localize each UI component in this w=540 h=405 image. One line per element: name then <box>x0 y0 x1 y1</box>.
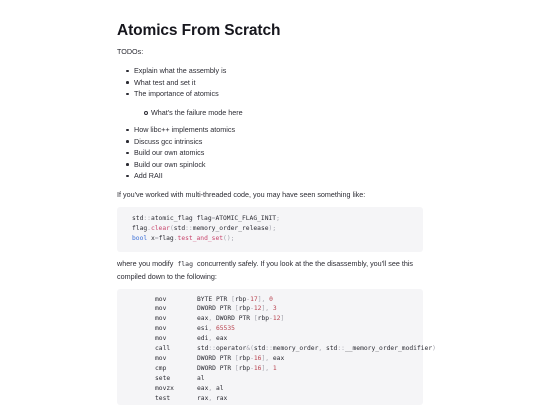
list-item: Build our own spinlock <box>117 159 235 171</box>
assembly-operands: eax, al <box>197 384 224 392</box>
code-line-2: flag.clear(std::memory_order_release); <box>132 225 277 232</box>
assembly-opcode: movzx <box>155 384 174 392</box>
assembly-opcode: mov <box>155 295 167 303</box>
list-item: The importance of atomics <box>117 88 226 100</box>
list-item: What's the failure mode here <box>134 107 243 119</box>
assembly-operands: std::operator&(std::memory_order, std::__memory_order_modifier) <box>197 345 436 352</box>
assembly-operands: BYTE PTR [rbp-17], 0 <box>197 295 273 303</box>
code-line-3: bool x=flag.test_and_set(); <box>132 235 235 242</box>
disassembly-paragraph <box>117 257 413 271</box>
intro-paragraph: If you've worked with multi-threaded code, you may have seen something like: <box>117 190 366 199</box>
assembly-opcode: cmp <box>155 364 167 372</box>
paragraph-text: where you modify <box>117 259 176 268</box>
assembly-operands: edi, eax <box>197 335 228 343</box>
list-item: How libc++ implements atomics <box>117 124 235 136</box>
inline-code-flag: flag <box>177 260 193 268</box>
todos-label: TODOs: <box>117 47 144 56</box>
assembly-opcode: test <box>155 394 171 402</box>
assembly-opcode: mov <box>155 305 167 313</box>
page-title: Atomics From Scratch <box>117 22 281 39</box>
assembly-opcode: mov <box>155 325 167 333</box>
disassembly-paragraph-line-2: compiled down to the following: <box>117 272 217 281</box>
assembly-opcode: mov <box>155 354 167 362</box>
assembly-operands: rax, rax <box>197 394 228 402</box>
assembly-opcode: mov <box>155 315 167 323</box>
assembly-operands: DWORD PTR [rbp-12], 3 <box>197 305 277 313</box>
assembly-operands: DWORD PTR [rbp-16], 1 <box>197 364 277 372</box>
nested-todo-list <box>134 107 243 119</box>
assembly-operands: DWORD PTR [rbp-16], eax <box>197 354 285 362</box>
paragraph-text: concurrently safely. If you look at the the disassembly, you'll see this <box>194 259 414 268</box>
list-item: Add RAII <box>117 170 235 182</box>
code-line-1: std::atomic_flag flag=ATOMIC_FLAG_INIT; <box>132 215 280 222</box>
assembly-operands: esi, 65535 <box>197 325 235 333</box>
assembly-operands: eax, DWORD PTR [rbp-12] <box>197 315 285 323</box>
list-item: Explain what the assembly is <box>117 65 226 77</box>
list-item: What test and set it <box>117 77 226 89</box>
assembly-opcode: call <box>155 345 171 352</box>
assembly-opcode: sete <box>155 374 171 382</box>
assembly-operands: al <box>197 374 205 382</box>
list-item: Discuss gcc intrinsics <box>117 136 235 148</box>
assembly-opcode: mov <box>155 335 167 343</box>
code-block-atomic-flag <box>117 207 423 252</box>
todo-list-continued <box>117 124 235 182</box>
code-block-assembly <box>117 289 436 405</box>
list-item: Build our own atomics <box>117 147 235 159</box>
todo-list <box>117 65 226 100</box>
